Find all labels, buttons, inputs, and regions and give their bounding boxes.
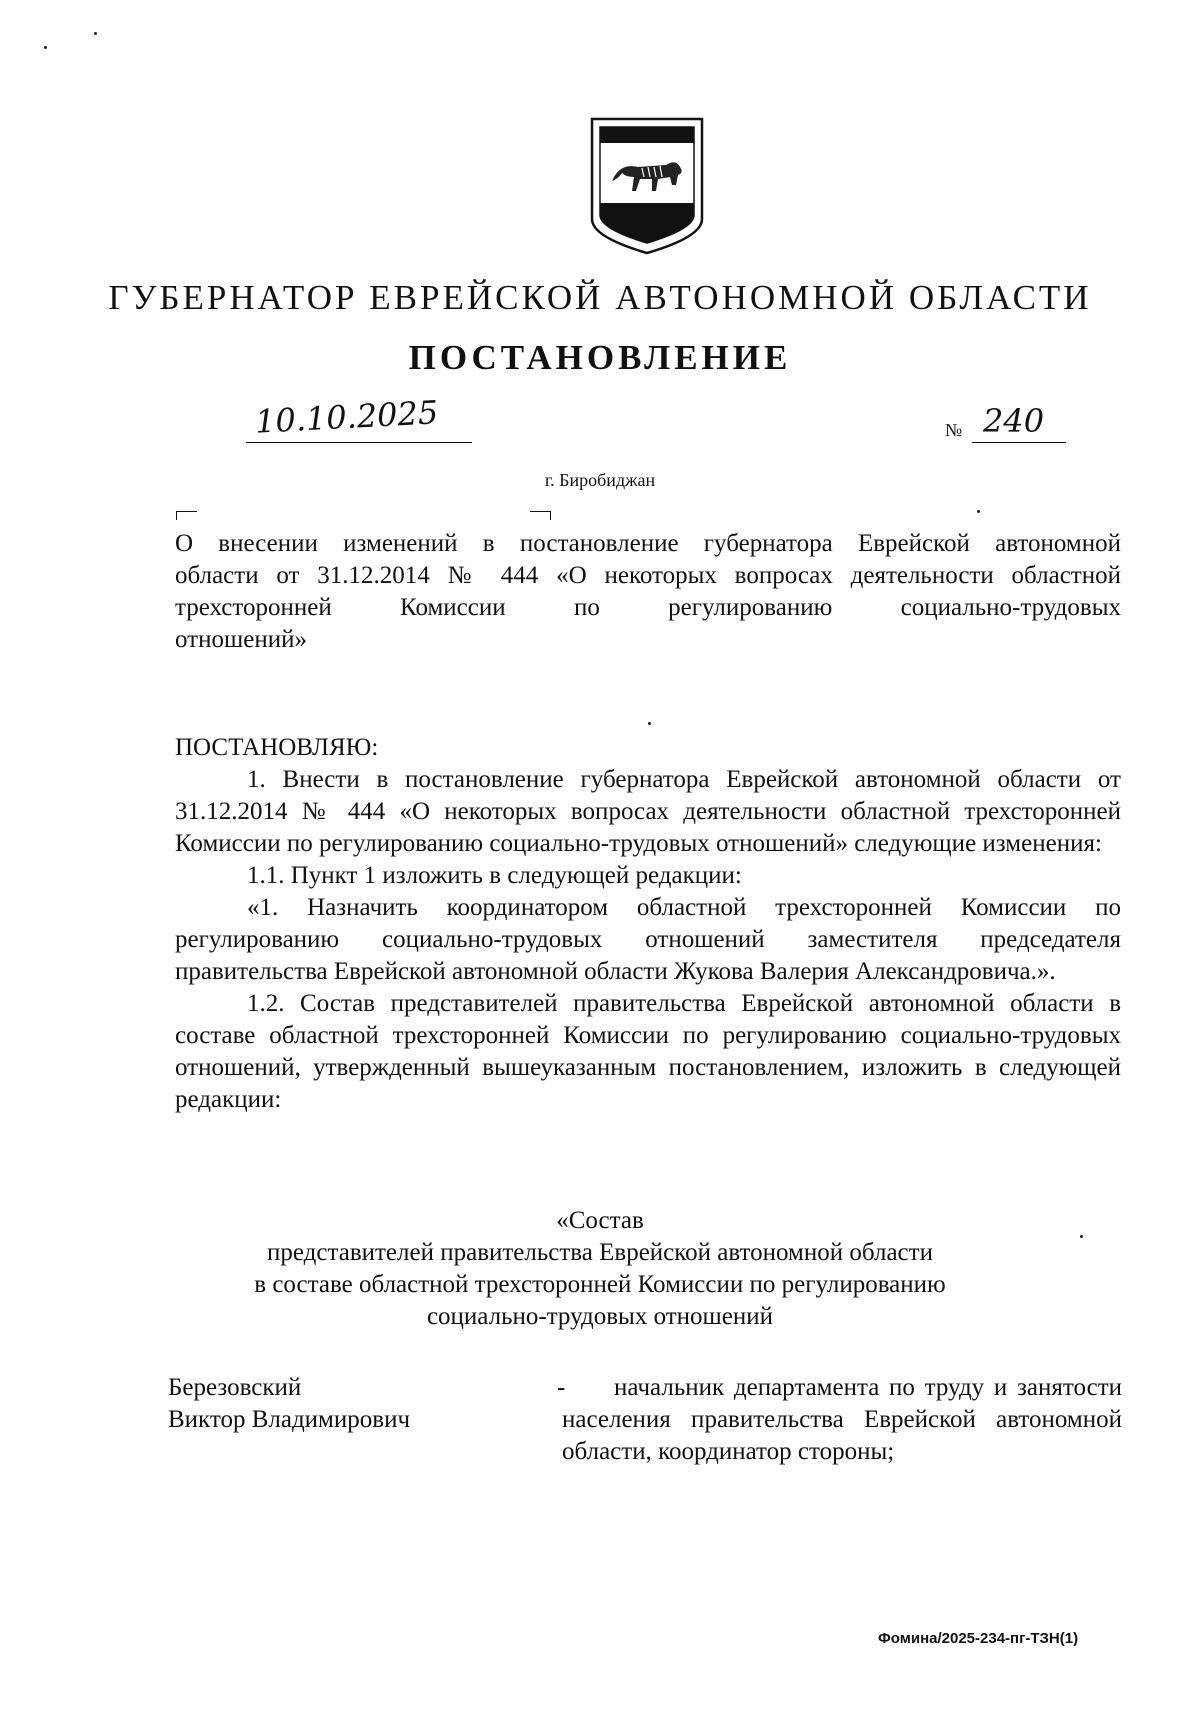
date-underline <box>246 442 472 443</box>
coat-of-arms-emblem <box>588 115 706 255</box>
scan-speck <box>648 722 651 725</box>
paragraph-1-1: 1.1. Пункт 1 изложить в следующей редакции: <box>247 862 742 889</box>
composition-title-line: представителей правительства Еврейской автономной области <box>267 1239 933 1266</box>
footer-code: Фомина/2025-234-пг-ТЗН(1) <box>878 1630 1079 1647</box>
composition-title <box>0 1205 1200 1333</box>
member-surname: Березовский <box>168 1374 302 1401</box>
document-number: 240 <box>983 402 1045 440</box>
subject-bracket-right <box>530 511 551 520</box>
composition-title-line: социально-трудовых отношений <box>426 1303 774 1330</box>
composition-title-line: в составе областной трехсторонней Комиссии по регулированию <box>254 1271 946 1298</box>
scan-speck <box>1080 1235 1083 1238</box>
document-type-title: ПОСТАНОВЛЕНИЕ <box>408 338 792 377</box>
paragraph-1-2: 1.2. Состав представителей правительства Еврейской автономной области в составе областной трехсторонней Комиссии по регулированию социально-трудовых отношений, утвержденный вышеуказанным постановлением, изложить в следующей редакции: <box>175 990 1121 1113</box>
tiger-icon <box>612 162 682 191</box>
member-dash: - <box>557 1374 566 1401</box>
decree-word: ПОСТАНОВЛЯЮ: <box>175 734 379 761</box>
member-name <box>168 1372 410 1436</box>
number-underline <box>972 442 1066 443</box>
scan-speck <box>94 32 97 35</box>
issuing-authority: ГУБЕРНАТОР ЕВРЕЙСКОЙ АВТОНОМНОЙ ОБЛАСТИ <box>108 278 1092 317</box>
scan-speck <box>977 510 980 513</box>
paragraph-1: 1. Внести в постановление губернатора Еврейской автономной области от 31.12.2014 № 444 «О некоторых вопросах деятельности областной трехсторонней Комиссии по регулированию социально-трудовых отношений» следующие изменения: <box>175 766 1121 857</box>
composition-title-line: «Состав <box>556 1207 644 1234</box>
document-subject <box>175 528 1121 656</box>
city-name: г. Биробиджан <box>544 470 656 490</box>
subject-line: области от 31.12.2014 № 444 «О некоторых вопросах деятельности областной <box>175 562 1121 589</box>
document-date: 10.10.2025 <box>254 393 440 441</box>
decree-body <box>175 764 1121 1116</box>
subject-line: отношений» <box>175 626 307 653</box>
member-position: начальник департамента по труду и занятости населения правительства Еврейской автономной области, координатор стороны; <box>562 1374 1122 1465</box>
subject-line: трехсторонней Комиссии по регулированию социально-трудовых <box>175 594 1121 621</box>
member-given-names: Виктор Владимирович <box>168 1406 411 1433</box>
subject-bracket-left <box>176 511 197 520</box>
scan-speck <box>44 46 47 49</box>
paragraph-quote: «1. Назначить координатором областной трехсторонней Комиссии по регулированию социально-трудовых отношений заместителя председателя правительства Еврейской автономной области Жукова Валерия Александровича.». <box>175 894 1121 985</box>
subject-line: О внесении изменений в постановление губернатора Еврейской автономной <box>175 530 1121 557</box>
number-label: № <box>945 420 963 440</box>
